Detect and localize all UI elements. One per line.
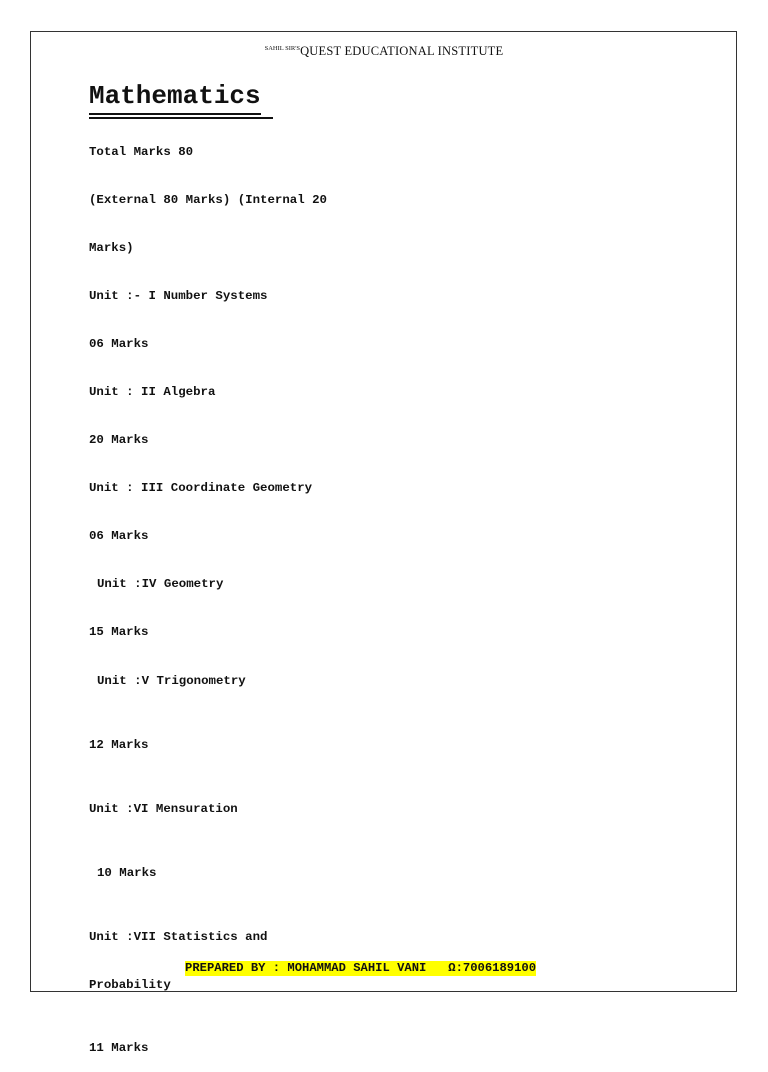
syllabus-content [89, 112, 327, 1072]
header-prefix: SAHIL SIR'S [264, 45, 301, 52]
unit-7-marks: 11 Marks [89, 1041, 149, 1055]
total-marks-line: Total Marks 80 [89, 145, 194, 159]
unit-2-marks: 20 Marks [89, 433, 149, 447]
unit-7-title-a: Unit :VII Statistics and [89, 930, 268, 944]
unit-3-marks: 06 Marks [89, 529, 149, 543]
unit-5-title: Unit :V Trigonometry [97, 674, 246, 688]
unit-5-marks: 12 Marks [89, 738, 149, 752]
marks-split-line-1: (External 80 Marks) (Internal 20 [89, 193, 327, 207]
unit-3-title: Unit : III Coordinate Geometry [89, 481, 313, 495]
unit-4-title: Unit :IV Geometry [97, 577, 224, 591]
unit-1-marks: 06 Marks [89, 337, 149, 351]
unit-7-title-b: Probability [89, 978, 171, 992]
unit-6-marks: 10 Marks [97, 866, 157, 880]
prepared-by-footer: PREPARED BY : MOHAMMAD SAHIL VANI Ω:7006189100 [185, 961, 537, 975]
institute-name: QUEST EDUCATIONAL INSTITUTE [300, 44, 504, 58]
unit-6-title: Unit :VI Mensuration [89, 802, 238, 816]
institute-header [0, 44, 768, 59]
marks-split-line-2: Marks) [89, 241, 134, 255]
unit-1-title: Unit :- I Number Systems [89, 289, 268, 303]
page-title: Mathematics [89, 80, 261, 115]
unit-2-title: Unit : II Algebra [89, 385, 216, 399]
unit-4-marks: 15 Marks [89, 625, 149, 639]
